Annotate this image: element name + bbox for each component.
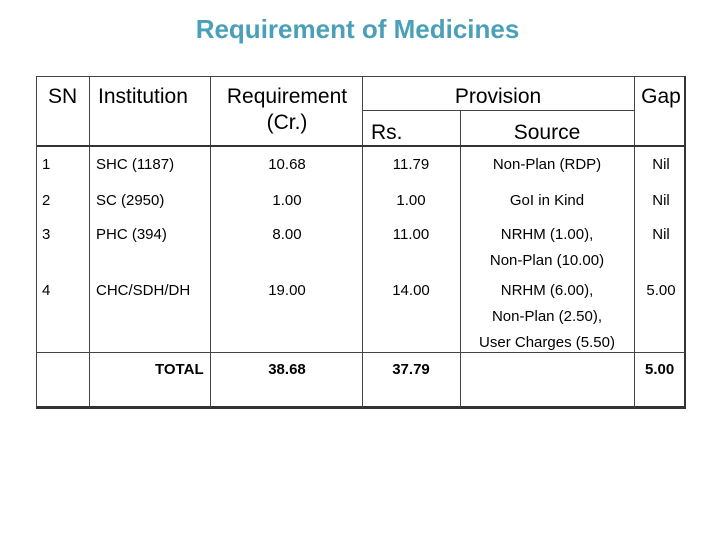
header-requirement: Requirement	[226, 85, 348, 108]
row-4-source-line-3: User Charges (5.50)	[479, 334, 615, 351]
row-1-institution: SHC (1187)	[96, 156, 175, 173]
header-gap: Gap	[641, 85, 681, 108]
header-institution: Institution	[98, 85, 188, 108]
total-rs: 37.79	[392, 361, 430, 378]
row-3-requirement: 8.00	[272, 226, 302, 243]
row-3-institution: PHC (394)	[96, 226, 167, 243]
row-4-source-line-2: Non-Plan (2.50),	[491, 308, 603, 325]
medicines-table	[36, 76, 686, 409]
header-source: Source	[513, 121, 581, 144]
row-1-requirement: 10.68	[268, 156, 306, 173]
header-sn: SN	[48, 85, 78, 108]
row-2-institution: SC (2950)	[96, 192, 165, 209]
col-divider-sn	[89, 77, 90, 408]
total-gap: 5.00	[645, 361, 675, 378]
row-4-gap: 5.00	[646, 282, 676, 299]
row-4-institution: CHC/SDH/DH	[96, 282, 191, 299]
provision-subheader-line	[362, 110, 634, 111]
header-rs: Rs.	[371, 121, 403, 144]
row-4-source-line-1: NRHM (6.00),	[500, 282, 594, 299]
header-bottom-line	[37, 145, 685, 147]
row-3-rs: 11.00	[392, 226, 430, 243]
total-requirement: 38.68	[268, 361, 306, 378]
row-2-sn: 2	[42, 192, 51, 209]
row-2-requirement: 1.00	[272, 192, 302, 209]
row-3-gap: Nil	[652, 226, 670, 243]
header-requirement-unit: (Cr.)	[266, 111, 308, 134]
row-4-sn: 4	[42, 282, 51, 299]
row-1-rs: 11.79	[392, 156, 430, 173]
row-1-gap: Nil	[652, 156, 670, 173]
row-4-requirement: 19.00	[268, 282, 306, 299]
row-3-source-line-1: NRHM (1.00),	[500, 226, 594, 243]
row-3-source-line-2: Non-Plan (10.00)	[489, 252, 605, 269]
total-label: TOTAL	[155, 361, 204, 378]
row-4-rs: 14.00	[392, 282, 430, 299]
header-provision: Provision	[454, 85, 542, 108]
row-2-rs: 1.00	[396, 192, 426, 209]
page-title: Requirement of Medicines	[195, 14, 520, 44]
row-2-gap: Nil	[652, 192, 670, 209]
row-3-sn: 3	[42, 226, 51, 243]
row-2-source: GoI in Kind	[509, 192, 585, 209]
row-1-sn: 1	[42, 156, 51, 173]
row-1-source: Non-Plan (RDP)	[492, 156, 602, 173]
col-divider-institution	[210, 77, 211, 408]
